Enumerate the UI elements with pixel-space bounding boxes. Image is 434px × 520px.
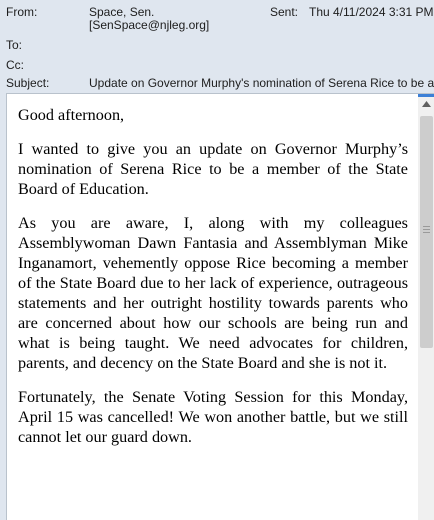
triangle-up-icon bbox=[422, 101, 431, 107]
scroll-thumb[interactable] bbox=[420, 116, 433, 348]
from-label: From: bbox=[6, 5, 38, 19]
to-label: To: bbox=[6, 38, 23, 52]
message-header bbox=[0, 0, 434, 92]
sent-timestamp: Thu 4/11/2024 3:31 PM bbox=[309, 5, 434, 19]
greeting: Good afternoon, bbox=[18, 106, 125, 124]
message-body bbox=[18, 105, 408, 461]
subject-text: Update on Governor Murphy's nomination of Serena Rice to be a bbox=[89, 76, 434, 90]
scroll-up-button[interactable] bbox=[418, 97, 434, 111]
grip-lines-icon bbox=[423, 226, 430, 234]
sender-name[interactable]: Space, Sen. bbox=[89, 5, 155, 19]
vertical-scrollbar[interactable] bbox=[418, 94, 434, 520]
body-paragraph-2: As you are aware, I, along with my colleagues Assemblywoman Dawn Fantasia and Assemblyman Mike Inganamort, vehemently oppose Rice becoming a member of the State Board due to her lack of experience, outrageous statements and her outright hostility towards parents who are concerned about how our schools are being run and what is being taught. We need advocates for children, parents, and decency on the State Board and she is not it. bbox=[18, 214, 408, 372]
body-paragraph-1: I wanted to give you an update on Governor Murphy’s nomination of Serena Rice to be a member of the State Board of Education. bbox=[18, 140, 408, 198]
cc-label: Cc: bbox=[6, 58, 24, 72]
sender-email[interactable]: [SenSpace@njleg.org] bbox=[89, 18, 210, 32]
message-body-pane[interactable] bbox=[6, 93, 434, 520]
body-paragraph-3: Fortunately, the Senate Voting Session for this Monday, April 15 was cancelled! We won another battle, but we still cannot let our guard down. bbox=[18, 388, 408, 446]
subject-label: Subject: bbox=[6, 76, 50, 90]
sent-label: Sent: bbox=[270, 5, 299, 19]
